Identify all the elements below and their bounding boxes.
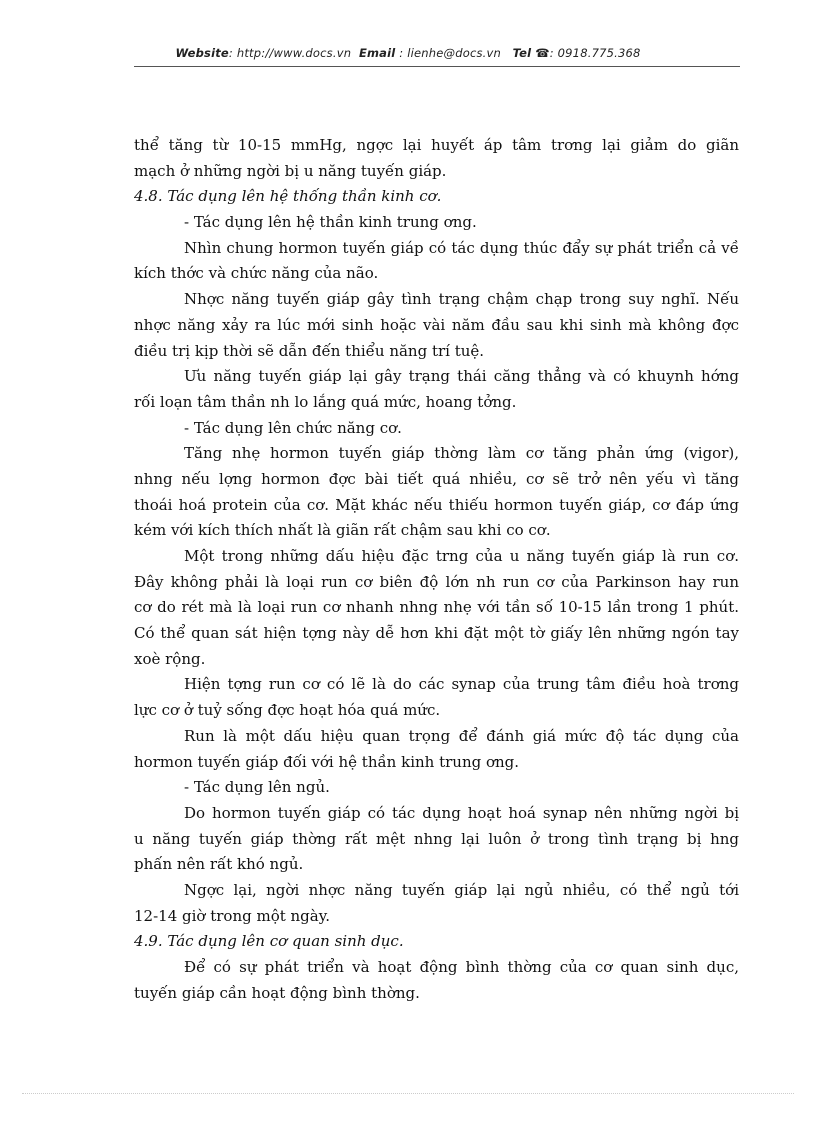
text-line: lực cơ ở tuỷ sống đợc hoạt hóa quá mức.: [134, 701, 441, 720]
text-line: phấn nên rất khó ngủ.: [134, 855, 304, 874]
text-line: Run là một dấu hiệu quan trọng để đánh giá mức độ tác dụng của: [184, 726, 739, 745]
text-line: Có thể quan sát hiện tợng này dễ hơn khi đặt một tờ giấy lên những ngón tay: [134, 624, 739, 643]
header-divider: [134, 66, 740, 67]
text-line: cơ do rét mà là loại run cơ nhanh nhng nhẹ với tần số 10-15 lần trong 1 phút.: [134, 598, 739, 617]
text-line: nhợc năng xảy ra lúc mới sinh hoặc vài năm đầu sau khi sinh mà không đợc: [134, 315, 739, 334]
text-line: u năng tuyến giáp thờng rất mệt nhng lại luôn ở trong tình trạng bị hng: [134, 829, 739, 848]
tel-label: Tel: [512, 46, 532, 60]
text-line: hormon tuyến giáp đối với hệ thần kinh trung ơng.: [134, 752, 520, 771]
text-line: Nhợc năng tuyến giáp gây tình trạng chậm chạp trong suy nghĩ. Nếu: [184, 290, 739, 309]
text-line: Để có sự phát triển và hoạt động bình thờng của cơ quan sinh dục,: [184, 958, 739, 976]
section-heading: 4.8. Tác dụng lên hệ thống thần kinh cơ.: [134, 187, 442, 206]
text-line: Ưu năng tuyến giáp lại gây trạng thái căng thẳng và có khuynh hớng: [184, 367, 739, 386]
text-line: Tăng nhẹ hormon tuyến giáp thờng làm cơ tăng phản ứng (vigor),: [184, 444, 739, 463]
email-label: Email: [358, 46, 396, 60]
text-line: - Tác dụng lên ngủ.: [184, 778, 330, 797]
text-line: thể tăng từ 10-15 mmHg, ngợc lại huyết áp tâm trơng lại giảm do giãn: [134, 136, 739, 154]
text-line: xoè rộng.: [134, 649, 206, 668]
document-body: [134, 133, 739, 1006]
website-label: Website: [175, 46, 229, 60]
text-line: rối loạn tâm thần nh lo lắng quá mức, hoang tởng.: [134, 392, 517, 411]
text-line: Một trong những dấu hiệu đặc trng của u năng tuyến giáp là run cơ.: [184, 547, 739, 565]
text-line: kích thớc và chức năng của não.: [134, 264, 379, 283]
text-line: Đây không phải là loại run cơ biên độ lớn nh run cơ của Parkinson hay run: [134, 572, 739, 591]
text-line: kém với kích thích nhất là giãn rất chậm sau khi co cơ.: [134, 521, 551, 540]
text-line: - Tác dụng lên chức năng cơ.: [184, 418, 402, 437]
text-line: tuyến giáp cần hoạt động bình thờng.: [134, 983, 420, 1002]
website-value[interactable]: : http://www.docs.vn: [228, 46, 352, 60]
text-line: Nhìn chung hormon tuyến giáp có tác dụng thúc đẩy sự phát triển cả về: [184, 238, 739, 257]
text-line: thoái hoá protein của cơ. Mặt khác nếu thiếu hormon tuyến giáp, cơ đáp ứng: [134, 495, 739, 514]
tel-value: ☎: 0918.775.368: [535, 46, 641, 60]
text-line: nhng nếu lợng hormon đợc bài tiết quá nhiều, cơ sẽ trở nên yếu vì tăng: [134, 469, 739, 488]
text-line: mạch ở những ngời bị u năng tuyến giáp.: [134, 161, 447, 180]
text-line: Ngợc lại, ngời nhợc năng tuyến giáp lại ngủ nhiều, có thể ngủ tới: [184, 880, 739, 899]
text-line: - Tác dụng lên hệ thần kinh trung ơng.: [184, 213, 477, 232]
page-header: [0, 46, 816, 60]
section-heading: 4.9. Tác dụng lên cơ quan sinh dục.: [134, 932, 404, 951]
text-line: Do hormon tuyến giáp có tác dụng hoạt hoá synap nên những ngời bị: [184, 803, 739, 822]
text-line: Hiện tợng run cơ có lẽ là do các synap của trung tâm điều hoà trơng: [184, 675, 739, 694]
footer-divider: [22, 1093, 794, 1094]
text-line: điều trị kịp thời sẽ dẫn đến thiểu năng trí tuệ.: [134, 341, 485, 360]
text-line: 12-14 giờ trong một ngày.: [134, 906, 330, 925]
email-value[interactable]: : lienhe@docs.vn: [399, 46, 502, 60]
